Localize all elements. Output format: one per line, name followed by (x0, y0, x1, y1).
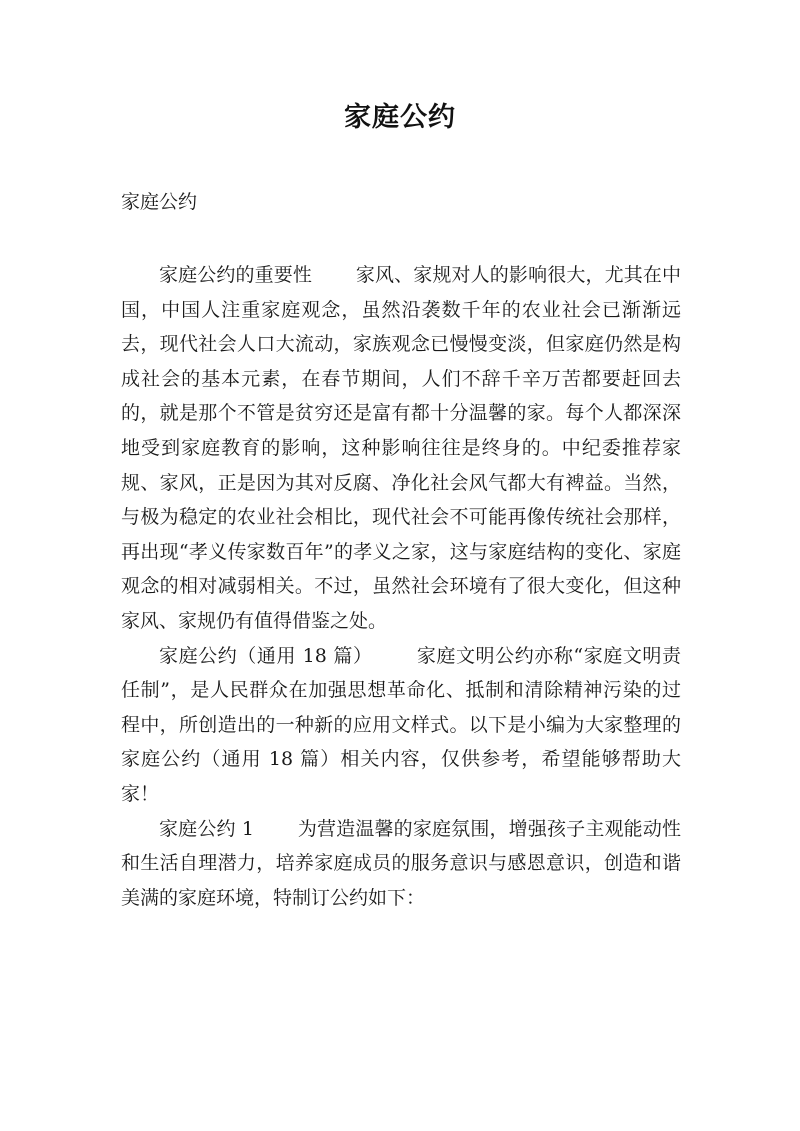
paragraph-text: 为营造温馨的家庭氛围，增强孩子主观能动性和生活自理潜力，培养家庭成员的服务意识与感恩意识，创造和谐美满的家庭环境，特制订公约如下： (121, 817, 681, 909)
paragraph-text: 家庭文明公约亦称“家庭文明责任制”，是人民群众在加强思想革命化、抵制和清除精神污染的过程中，所创造出的一种新的应用文样式。以下是小编为大家整理的家庭公约（通用 18 篇）相关内容，仅供参考，希望能够帮助大家！ (121, 644, 681, 805)
paragraph-overview (121, 639, 681, 812)
document-title: 家庭公约 (344, 102, 456, 133)
document-subtitle: 家庭公约 (121, 191, 198, 213)
paragraph-heading: 家庭公约（通用 18 篇） (159, 644, 373, 667)
paragraph-covenant-1 (121, 812, 681, 916)
paragraph-importance (121, 258, 681, 639)
paragraph-heading: 家庭公约 1 (159, 817, 254, 840)
document-body (121, 258, 681, 915)
paragraph-heading: 家庭公约的重要性 (159, 264, 313, 286)
paragraph-text: 家风、家规对人的影响很大，尤其在中国，中国人注重家庭观念，虽然沿袭数千年的农业社会已渐渐远去，现代社会人口大流动，家族观念已慢慢变淡，但家庭仍然是构成社会的基本元素，在春节期间，人们不辞千辛万苦都要赶回去的，就是那个不管是贫穷还是富有都十分温馨的家。每个人都深深地受到家庭教育的影响，这种影响往往是终身的。中纪委推荐家规、家风，正是因为其对反腐、净化社会风气都大有裨益。当然，与极为稳定的农业社会相比，现代社会不可能再像传统社会那样，再出现“孝义传家数百年”的孝义之家，这与家庭结构的变化、家庭观念的相对减弱相关。不过，虽然社会环境有了很大变化，但这种家风、家规仍有值得借鉴之处。 (121, 264, 681, 632)
